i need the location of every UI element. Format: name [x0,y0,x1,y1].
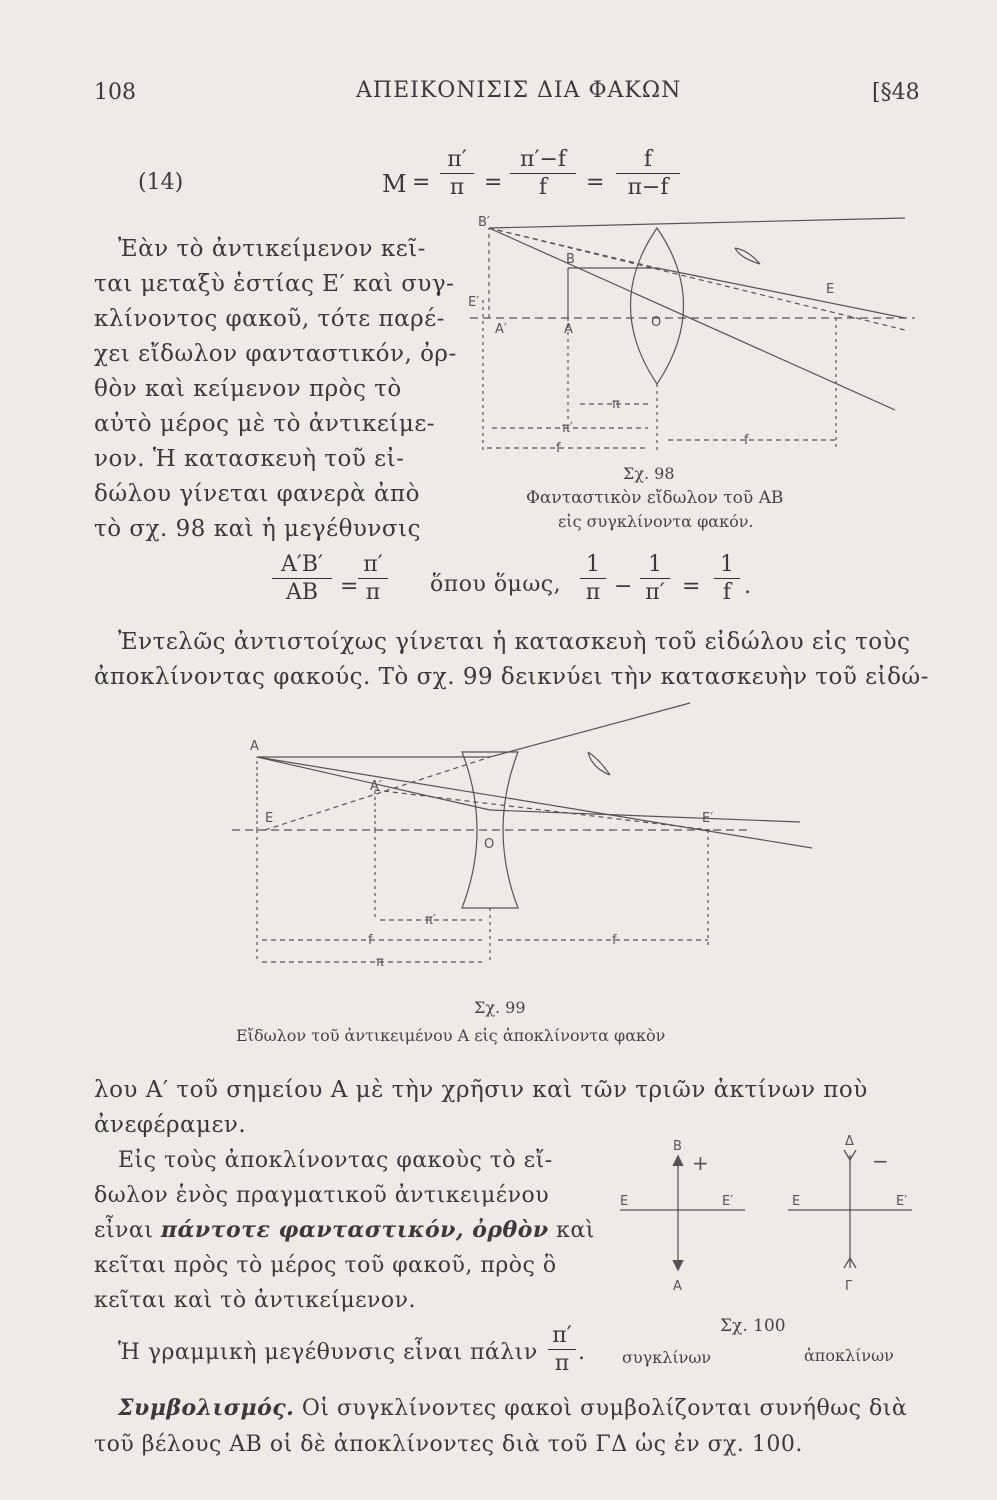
text-line: εἶναι πάντοτε φανταστικόν, ὀρθὸν καὶ [94,1217,595,1243]
text-line: ἀνεφέραμεν. [94,1112,247,1138]
page-number: 108 [94,80,136,105]
text-line: Εἰς τοὺς ἀποκλίνοντας φακοὺς τὸ εἴ- [118,1148,553,1173]
fraction-3: $\frac{f}{\pi-f}$ [616,147,680,202]
label-pi-prime: π′ [425,913,436,928]
text-line: δωλον ἑνὸς πραγματικοῦ ἀντικειμένου [94,1183,550,1208]
fraction-1: $\frac{\pi'}{\pi}$ [440,147,474,202]
text-line: θὸν καὶ κείμενον πρὸς τὸ [94,376,402,402]
label-B-prime: B′ [478,215,490,230]
label-E-prime: E′ [702,811,714,826]
label-A: A [673,1279,682,1294]
figure-99-caption-line: Εἴδωλον τοῦ ἀντικειμένου A εἰς ἀποκλίνοντα φακὸν [236,1026,666,1045]
label-Delta: Δ [845,1134,854,1149]
label-B: B [566,252,575,267]
running-title: ΑΠΕΙΚΟΝΙΣΙΣ ΔΙΑ ΦΑΚΩΝ [356,78,682,103]
label-A: A [564,322,573,337]
paragraph-6 [94,1390,908,1463]
label-O: O [484,837,495,852]
text-line: Ἐὰν τὸ ἀντικείμενον κεῖ- [118,236,426,262]
label-f-left: f [368,933,373,948]
figure-98-caption-line: Φανταστικὸν εἴδωλον τοῦ AB [526,488,784,508]
label-A-prime: A′ [495,322,507,337]
label-E: E [792,1194,801,1209]
diverging-label: ἀποκλίνων [804,1346,894,1365]
text-line: δώλου γίνεται φανερὰ ἀπὸ [94,481,420,507]
equation-lhs: M [382,170,407,198]
section-marker: [§48 [872,80,920,105]
text-line: κεῖται καὶ τὸ ἀντικείμενον. [94,1288,417,1313]
equation-label: (14) [138,170,184,195]
fraction-image-object: $\frac{A'B'}{AB}$ [272,552,332,607]
heading-symbolism: Συμβολισμός. [118,1395,295,1421]
label-f-left: f [556,441,561,456]
label-E: E [620,1194,629,1209]
paragraph-5: Ἡ γραμμικὴ μεγέθυνσις εἶναι πάλιν [118,1340,538,1365]
text-line: Ἐντελῶς ἀντιστοίχως γίνεται ἡ κατασκευὴ τοῦ εἰδώλου εἰς τοὺς [118,629,911,655]
label-B: B [673,1139,682,1154]
text-line: κλίνοντος φακοῦ, τότε παρέ- [94,306,445,332]
where-text: ὅπου ὅμως, [430,572,562,597]
text-line: λου A′ τοῦ σημείου A μὲ τὴν χρῆσιν καὶ τῶν τριῶν ἀκτίνων ποὺ [94,1077,868,1103]
label-E-prime: E′ [896,1194,908,1209]
fraction-1-over-pi-prime: $\frac{1}{\pi'}$ [640,552,670,607]
label-f-right: f [744,433,749,448]
plus-sign: + [692,1151,709,1175]
fraction-1-over-f: $\frac{1}{f}$ [714,552,740,607]
fraction-pi-ratio-2: $\frac{\pi'}{\pi}$ [548,1323,576,1378]
fraction-pi-ratio: $\frac{\pi'}{\pi}$ [358,552,388,607]
text-line: ἀποκλίνοντας φακούς. Τὸ σχ. 99 δεικνύει τὴν κατασκευὴν τοῦ εἰδώ- [94,664,929,690]
figure-98-caption-line: εἰς συγκλίνοντα φακόν. [558,512,754,531]
emphasis-text: πάντοτε φανταστικόν, ὀρθὸν [160,1217,549,1243]
label-pi: π [612,397,620,412]
label-pi-prime: π′ [562,421,573,436]
text-line: Συμβολισμός. Οἱ συγκλίνοντες φακοὶ συμβολίζονται συνήθως διὰ [118,1395,908,1421]
label-E-prime: E′ [468,295,480,310]
fraction-1-over-pi: $\frac{1}{\pi}$ [580,552,606,607]
label-A: A [250,739,259,754]
text-line: χει εἴδωλον φανταστικόν, ὀρ- [94,341,457,367]
label-A-prime: A′ [370,779,382,794]
text-line: ται μεταξὺ ἑστίας E′ καὶ συγ- [94,271,455,297]
label-Gamma: Γ [845,1279,853,1294]
figure-98-number: Σχ. 98 [623,464,675,483]
label-E-prime: E′ [722,1194,734,1209]
converging-label: συγκλίνων [622,1348,712,1367]
figure-99-number: Σχ. 99 [474,998,526,1017]
label-E: E [826,282,835,297]
label-E: E [265,811,274,826]
label-O: O [651,315,662,330]
text-line: κεῖται πρὸς τὸ μέρος τοῦ φακοῦ, πρὸς ὃ [94,1253,557,1278]
minus-sign: − [872,1149,889,1173]
text-line: νον. Ἡ κατασκευὴ τοῦ εἰ- [94,446,405,472]
text-line: τὸ σχ. 98 καὶ ἡ μεγέθυνσις [94,516,421,542]
text-line: τοῦ βέλους AB οἱ δὲ ἀποκλίνοντες διὰ τοῦ ΓΔ ὡς ἐν σχ. 100. [94,1432,803,1457]
text-line: αὐτὸ μέρος μὲ τὸ ἀντικείμε- [94,411,436,437]
fraction-2: $\frac{\pi'-f}{f}$ [510,147,576,202]
label-pi: π [376,955,384,970]
label-f-right: f [612,933,617,948]
figure-100-caption: Σχ. 100 [720,1316,786,1336]
